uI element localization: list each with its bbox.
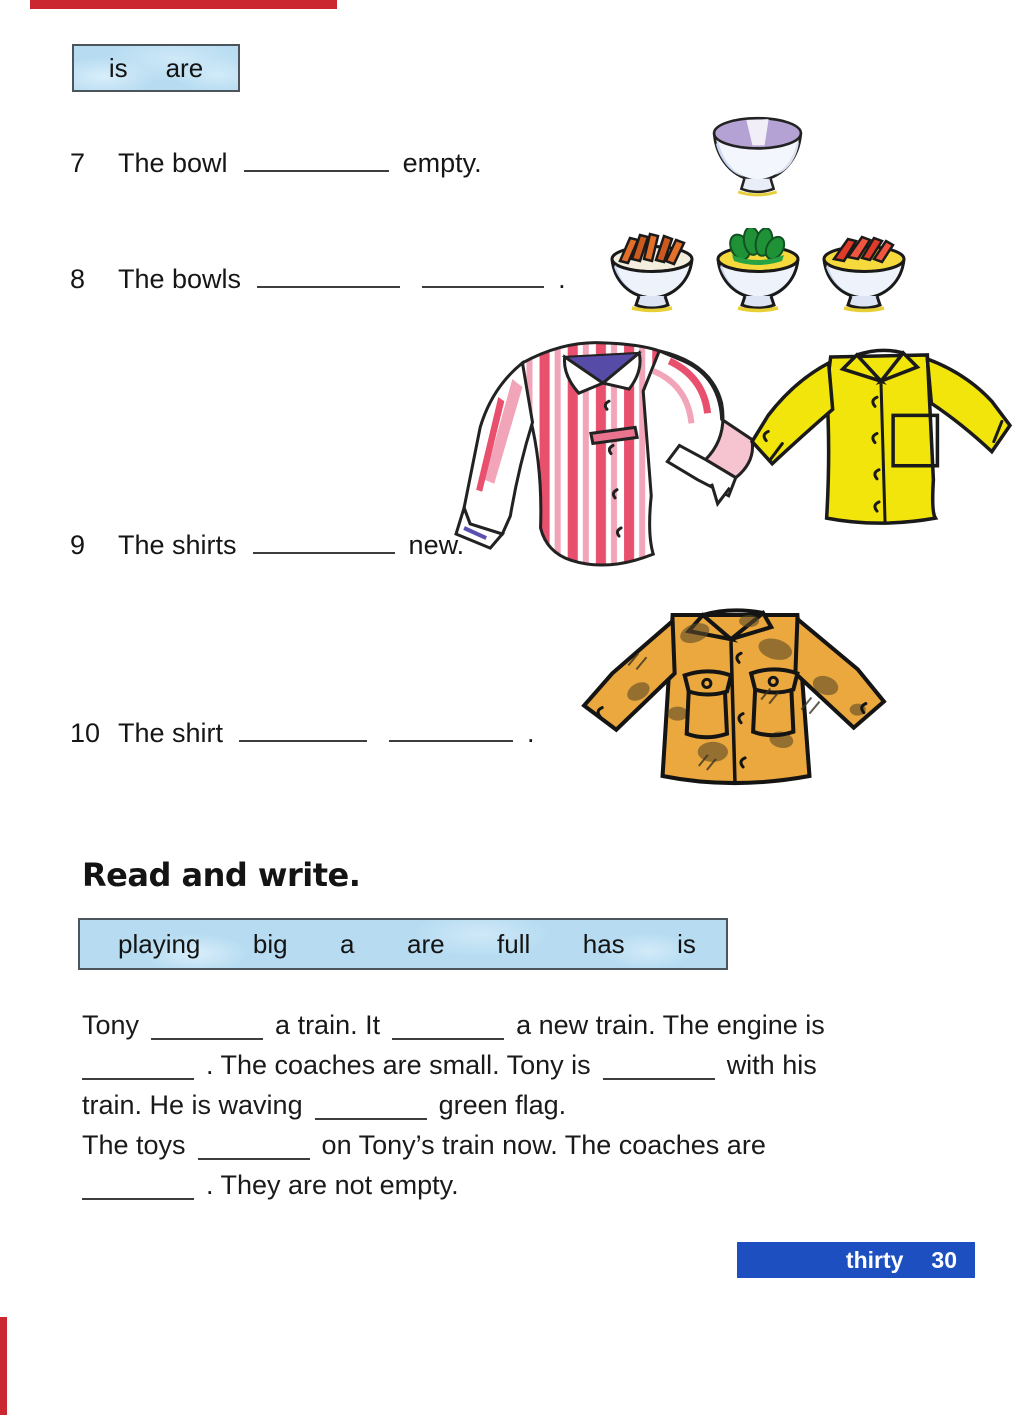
answer-blank[interactable] xyxy=(151,1018,263,1040)
story-line-1 xyxy=(82,1010,825,1050)
story-text: train. He is waving xyxy=(82,1090,303,1120)
item-after-text: . xyxy=(558,264,566,294)
exercise-item-7 xyxy=(70,148,482,179)
bowl-of-carrot-sticks-icon xyxy=(606,230,698,316)
read-write-heading: Read and write. xyxy=(82,856,361,894)
answer-blank[interactable] xyxy=(253,532,395,554)
footer-page-word: thirty xyxy=(845,1246,904,1273)
word-option-full: full xyxy=(497,928,531,959)
story-line-4 xyxy=(82,1130,766,1170)
item-number: 9 xyxy=(70,530,86,560)
item-label: The shirt xyxy=(118,718,224,748)
page-edge-marker-left xyxy=(0,1317,7,1415)
empty-bowl-icon xyxy=(710,112,806,198)
story-text: green flag. xyxy=(438,1090,567,1120)
word-bank-is-are xyxy=(72,44,240,92)
dirty-brown-shirt-icon xyxy=(572,588,894,796)
exercise-item-8 xyxy=(70,264,566,295)
story-text: Tony xyxy=(82,1010,140,1040)
bowl-red-illustration xyxy=(818,230,910,316)
dirty-shirt-illustration xyxy=(572,588,894,796)
word-option-playing: playing xyxy=(118,928,201,959)
page-footer-bar xyxy=(737,1242,975,1278)
story-paragraph xyxy=(82,1010,982,1220)
yellow-shirt-illustration xyxy=(738,328,1020,536)
story-text: on Tony’s train now. The coaches are xyxy=(321,1130,766,1160)
striped-shirt-illustration xyxy=(452,326,774,574)
answer-blank[interactable] xyxy=(315,1098,427,1120)
bowl-carrots-illustration xyxy=(606,230,698,316)
answer-blank[interactable] xyxy=(198,1138,310,1160)
bowl-of-red-pepper-slices-icon xyxy=(818,230,910,316)
word-option-a: a xyxy=(340,928,355,959)
answer-blank[interactable] xyxy=(82,1058,194,1080)
story-text: . The coaches are small. Tony is xyxy=(206,1050,591,1080)
bowl-of-green-vegetables-icon xyxy=(712,228,804,316)
answer-blank[interactable] xyxy=(422,266,544,288)
story-text: The toys xyxy=(82,1130,186,1160)
story-text: . They are not empty. xyxy=(206,1170,459,1200)
item-label: The shirts xyxy=(118,530,237,560)
word-option-is: is xyxy=(677,928,696,959)
story-text: with his xyxy=(726,1050,817,1080)
story-line-2 xyxy=(82,1050,817,1090)
story-line-5 xyxy=(82,1170,459,1210)
item-label: The bowl xyxy=(118,148,228,178)
story-text: a train. It xyxy=(275,1010,381,1040)
answer-blank[interactable] xyxy=(239,720,367,742)
answer-blank[interactable] xyxy=(392,1018,504,1040)
answer-blank[interactable] xyxy=(82,1178,194,1200)
item-after-text: new. xyxy=(408,530,465,560)
empty-bowl-illustration xyxy=(710,112,806,198)
page-edge-marker-top xyxy=(30,0,337,9)
word-option-big: big xyxy=(252,928,288,959)
item-after-text: empty. xyxy=(402,148,482,178)
item-number: 10 xyxy=(70,718,101,748)
answer-blank[interactable] xyxy=(257,266,400,288)
answer-blank[interactable] xyxy=(389,720,513,742)
word-option-are: are xyxy=(406,928,445,959)
answer-blank[interactable] xyxy=(603,1058,715,1080)
word-option-are: are xyxy=(165,52,204,83)
item-after-text: . xyxy=(527,718,535,748)
item-label: The bowls xyxy=(118,264,242,294)
pink-striped-shirt-icon xyxy=(452,326,774,574)
story-text: a new train. The engine is xyxy=(516,1010,825,1040)
yellow-shirt-icon xyxy=(738,328,1020,536)
answer-blank[interactable] xyxy=(244,150,389,172)
word-option-is: is xyxy=(108,52,128,83)
item-number: 7 xyxy=(70,148,86,178)
item-number: 8 xyxy=(70,264,86,294)
word-bank-read-write xyxy=(78,918,728,970)
word-option-has: has xyxy=(582,928,625,959)
story-line-3 xyxy=(82,1090,566,1130)
footer-page-number: 30 xyxy=(931,1246,957,1273)
exercise-item-9 xyxy=(70,530,464,561)
bowl-greens-illustration xyxy=(712,228,804,316)
exercise-item-10 xyxy=(70,718,535,749)
